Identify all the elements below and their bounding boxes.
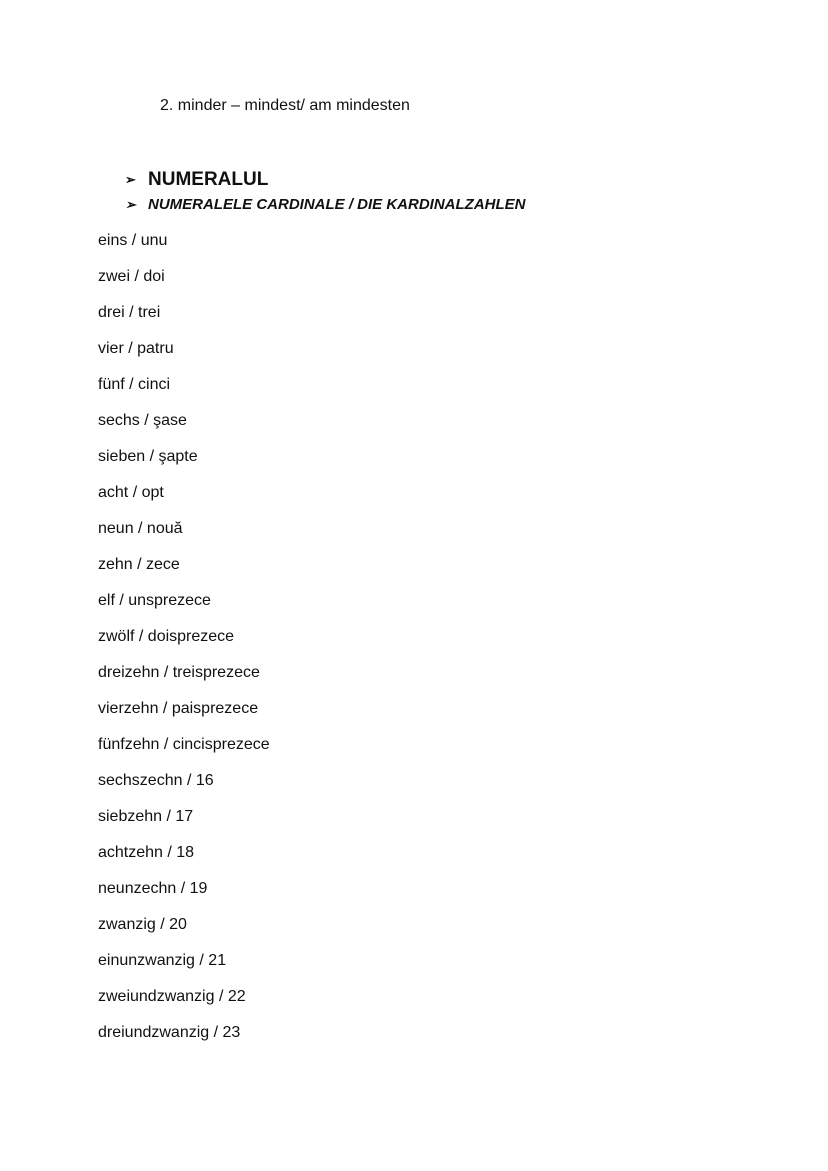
arrow-bullet-icon: ➢ <box>125 196 136 212</box>
number-item: dreizehn / treisprezece <box>98 664 260 681</box>
number-item: dreiundzwanzig / 23 <box>98 1024 241 1041</box>
number-item: eins / unu <box>98 232 168 249</box>
number-item: fünfzehn / cincisprezece <box>98 736 270 753</box>
number-item: zweiundzwanzig / 22 <box>98 988 246 1005</box>
number-item: zwanzig / 20 <box>98 916 187 933</box>
number-item: vier / patru <box>98 340 174 357</box>
subheading-cardinal-numbers <box>125 196 526 213</box>
number-item: neunzechn / 19 <box>98 880 208 897</box>
number-item: fünf / cinci <box>98 376 171 393</box>
number-item: neun / nouă <box>98 520 183 537</box>
heading-text: NUMERALUL <box>148 169 269 190</box>
arrow-bullet-icon: ➢ <box>125 172 136 187</box>
heading-numeralul <box>125 169 268 191</box>
list-item-minder: 2. minder – mindest/ am mindesten <box>160 97 410 114</box>
number-item: zwölf / doisprezece <box>98 628 235 645</box>
number-item: sechs / şase <box>98 412 187 429</box>
number-item: siebzehn / 17 <box>98 808 194 825</box>
number-item: elf / unsprezece <box>98 592 211 609</box>
number-item: einunzwanzig / 21 <box>98 952 227 969</box>
number-item: acht / opt <box>98 484 164 501</box>
number-item: zehn / zece <box>98 556 180 573</box>
numbers-list <box>98 223 270 1051</box>
subheading-text: NUMERALELE CARDINALE / DIE KARDINALZAHLEN <box>148 196 526 213</box>
number-item: vierzehn / paisprezece <box>98 700 259 717</box>
number-item: sechszechn / 16 <box>98 772 214 789</box>
number-item: achtzehn / 18 <box>98 844 195 861</box>
number-item: zwei / doi <box>98 268 165 285</box>
number-item: sieben / şapte <box>98 448 198 465</box>
number-item: drei / trei <box>98 304 161 321</box>
